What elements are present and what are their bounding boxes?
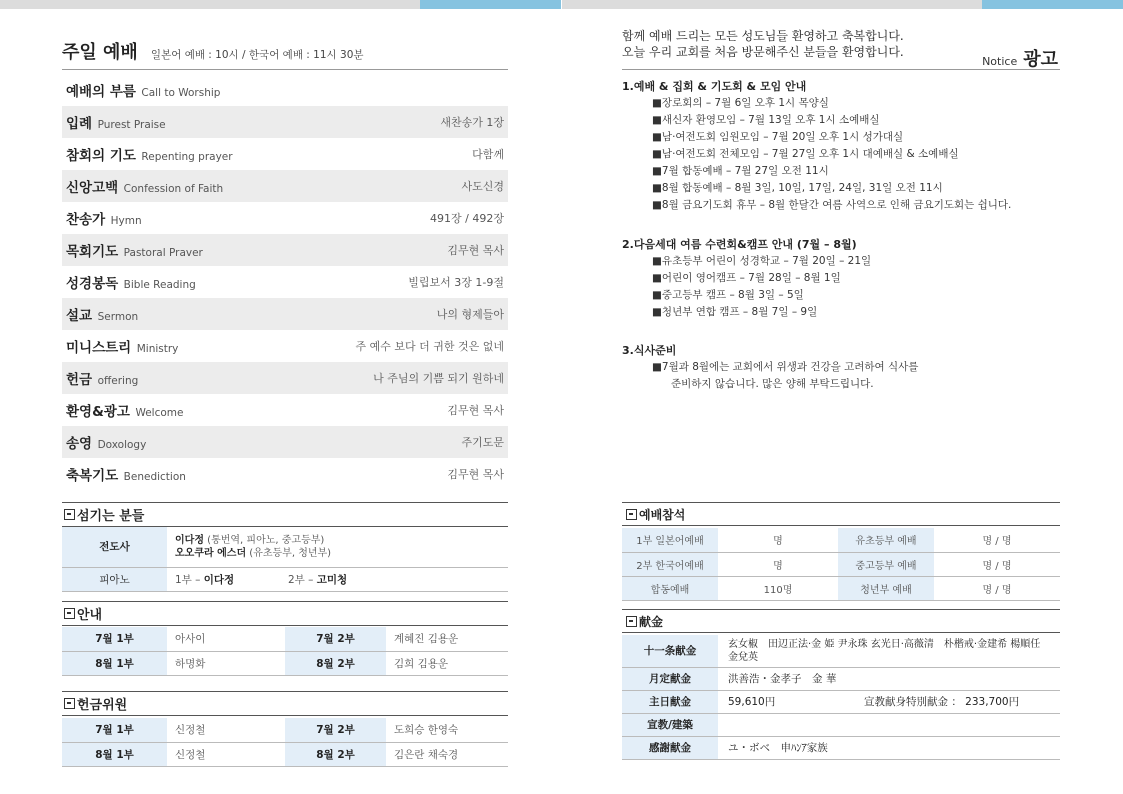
order-item-ko: 환영&광고 bbox=[66, 404, 130, 420]
committee-cell: 8월 2부 bbox=[285, 742, 386, 766]
attendance-cell: 명 / 명 bbox=[934, 552, 1060, 576]
offering-value: ユ・ボベ 申ﾊﾝｱ家族 bbox=[718, 736, 1060, 759]
order-item-en: Confession of Faith bbox=[123, 183, 224, 195]
table-row bbox=[622, 713, 1060, 736]
order-row bbox=[62, 170, 508, 202]
committee-cell: 신정철 bbox=[167, 742, 285, 766]
order-row bbox=[62, 426, 508, 458]
piano-2-prefix: 2부 – bbox=[288, 573, 317, 586]
top-bar-right bbox=[562, 0, 982, 9]
table-row bbox=[622, 635, 1060, 667]
attendance-table bbox=[622, 528, 1060, 601]
order-item-en: Purest Praise bbox=[97, 119, 166, 131]
offering-committee-title bbox=[62, 691, 508, 716]
order-item-value: 491장 / 492장 bbox=[430, 212, 504, 225]
section-square-icon bbox=[64, 509, 75, 520]
piano-2-name: 고미청 bbox=[316, 573, 348, 586]
order-row bbox=[62, 74, 508, 106]
offering-label: 感謝献金 bbox=[622, 736, 718, 759]
order-item-value: 빌립보서 3장 1-9절 bbox=[408, 276, 504, 289]
top-bar-left bbox=[0, 0, 420, 9]
announcement-item: ■ 유초등부 어린이 성경학교 – 7월 20일 – 21일 bbox=[622, 253, 1062, 270]
attendance-cell: 110명 bbox=[718, 576, 838, 600]
announcement-item: ■ 청년부 연합 캠프 – 8월 7일 – 9일 bbox=[622, 304, 1062, 321]
preacher-note: (통번역, 피아노, 중고등부) bbox=[207, 534, 325, 546]
order-row bbox=[62, 106, 508, 138]
table-row bbox=[622, 552, 1060, 576]
order-item-en: offering bbox=[97, 375, 139, 387]
table-row bbox=[622, 736, 1060, 759]
attendance-cell: 합동예배 bbox=[622, 576, 718, 600]
order-item-ko: 예배의 부름 bbox=[66, 84, 136, 100]
order-item-ko: 송영 bbox=[66, 436, 93, 452]
preacher-name: 이다정 bbox=[175, 534, 204, 546]
order-item-value: 나의 형제들아 bbox=[436, 308, 504, 321]
offering-value bbox=[718, 713, 1060, 736]
attendance-cell: 명 / 명 bbox=[934, 576, 1060, 600]
order-item-ko: 신앙고백 bbox=[66, 180, 119, 196]
notice-en: Notice bbox=[982, 55, 1018, 68]
table-row bbox=[62, 651, 508, 675]
committee-cell: 8월 1부 bbox=[62, 742, 167, 766]
offering-committee-table bbox=[62, 718, 508, 767]
welcome-line: 오늘 우리 교회를 처음 방문해주신 분들을 환영합니다. bbox=[622, 45, 904, 59]
announcement-section bbox=[622, 236, 1062, 321]
notice-header bbox=[622, 28, 1060, 70]
attendance-cell: 유초등부 예배 bbox=[838, 528, 934, 552]
committee-cell: 7월 2부 bbox=[285, 718, 386, 742]
committee-cell: 도희승 한영숙 bbox=[386, 718, 508, 742]
order-item-en: Ministry bbox=[136, 343, 179, 355]
order-item-value: 새찬송가 1장 bbox=[440, 116, 504, 129]
announcement-item: ■ 중고등부 캠프 – 8월 3일 – 5일 bbox=[622, 287, 1062, 304]
order-row bbox=[62, 234, 508, 266]
guide-cell: 하명화 bbox=[167, 651, 285, 675]
order-item-value: 주 예수 보다 더 귀한 것은 없네 bbox=[355, 340, 504, 353]
guide-table bbox=[62, 627, 508, 676]
table-row bbox=[62, 718, 508, 742]
order-row bbox=[62, 362, 508, 394]
offering-value-special: 宣教献身特別献金 ： 233,700円 bbox=[864, 696, 1020, 708]
announcement-item: ■ 어린이 영어캠프 – 7월 28일 – 8월 1일 bbox=[622, 270, 1062, 287]
welcome-line: 함께 예배 드리는 모든 성도님들 환영하고 축복합니다. bbox=[622, 29, 904, 43]
guide-cell: 계혜진 김용운 bbox=[386, 627, 508, 651]
order-row bbox=[62, 458, 508, 490]
order-item-value: 주기도문 bbox=[461, 436, 504, 449]
offerings-table bbox=[622, 635, 1060, 760]
order-item-en: Repenting prayer bbox=[141, 151, 233, 163]
order-row bbox=[62, 138, 508, 170]
attendance-title bbox=[622, 502, 1060, 526]
order-item-en: Welcome bbox=[135, 407, 184, 419]
announcement-item: ■ 새신자 환영모임 – 7월 13일 오후 1시 소예배실 bbox=[622, 112, 1062, 129]
guide-cell: 7월 1부 bbox=[62, 627, 167, 651]
attendance-cell: 청년부 예배 bbox=[838, 576, 934, 600]
servers-table bbox=[62, 527, 508, 592]
worship-order bbox=[62, 74, 508, 490]
preacher-label: 전도사 bbox=[62, 527, 167, 567]
guide-cell: 8월 1부 bbox=[62, 651, 167, 675]
order-item-ko: 축복기도 bbox=[66, 468, 119, 484]
order-item-en: Hymn bbox=[110, 215, 142, 227]
preacher-name: 오오쿠라 에스더 bbox=[175, 547, 247, 559]
guide-title-text: 안내 bbox=[77, 608, 103, 623]
order-item-ko: 미니스트리 bbox=[66, 340, 132, 356]
order-row bbox=[62, 202, 508, 234]
attendance-cell: 명 bbox=[718, 528, 838, 552]
order-item-en: Sermon bbox=[97, 311, 139, 323]
offering-label: 主日献金 bbox=[622, 690, 718, 713]
table-row bbox=[622, 667, 1060, 690]
announcement-item: ■ 7월 합동예배 – 7월 27일 오전 11시 bbox=[622, 163, 1062, 180]
committee-cell: 김은란 채숙경 bbox=[386, 742, 508, 766]
order-row bbox=[62, 394, 508, 426]
announcement-item: ■ 장로회의 – 7월 6일 오후 1시 목양실 bbox=[622, 95, 1062, 112]
order-item-value: 김무현 목사 bbox=[447, 404, 504, 417]
piano-label: 피아노 bbox=[62, 567, 167, 591]
order-item-en: Pastoral Praver bbox=[123, 247, 203, 259]
notice-label bbox=[982, 45, 1058, 71]
attendance-cell: 명 / 명 bbox=[934, 528, 1060, 552]
attendance-title-text: 예배참석 bbox=[639, 507, 686, 522]
offerings-title-text: 献金 bbox=[639, 614, 664, 629]
guide-cell: 7월 2부 bbox=[285, 627, 386, 651]
top-bar-right-accent bbox=[982, 0, 1123, 9]
preacher-cell bbox=[167, 527, 508, 567]
offering-value: 洪善浩・金孝子 金 華 bbox=[718, 667, 1060, 690]
section-square-icon bbox=[64, 698, 75, 709]
order-item-value: 다함께 bbox=[472, 148, 504, 161]
section-square-icon bbox=[626, 509, 637, 520]
guide-cell: 8월 2부 bbox=[285, 651, 386, 675]
preacher-note: (유초등부, 청년부) bbox=[249, 547, 332, 559]
order-row bbox=[62, 298, 508, 330]
notice-ko: 광고 bbox=[1023, 49, 1058, 70]
attendance-cell: 중고등부 예배 bbox=[838, 552, 934, 576]
order-item-ko: 입례 bbox=[66, 116, 93, 132]
service-header bbox=[62, 38, 508, 70]
offering-value-cell bbox=[718, 690, 1060, 713]
offering-value: 59,610円 bbox=[728, 696, 776, 708]
order-item-ko: 목회기도 bbox=[66, 244, 119, 260]
table-row bbox=[622, 528, 1060, 552]
table-row bbox=[62, 527, 508, 567]
offering-label: 月定献金 bbox=[622, 667, 718, 690]
announcement-section bbox=[622, 342, 1062, 393]
committee-cell: 7월 1부 bbox=[62, 718, 167, 742]
order-item-ko: 설교 bbox=[66, 308, 93, 324]
table-row bbox=[62, 742, 508, 766]
table-row bbox=[62, 567, 508, 591]
offerings-title bbox=[622, 609, 1060, 633]
attendance-cell: 1부 일본어예배 bbox=[622, 528, 718, 552]
top-bar-left-accent bbox=[420, 0, 561, 9]
order-item-value: 김무현 목사 bbox=[447, 468, 504, 481]
announcement-heading: 2.다음세대 여름 수련회&캠프 안내 (7월 – 8월) bbox=[622, 238, 857, 251]
service-title: 주일 예배 bbox=[62, 42, 138, 63]
piano-1-prefix: 1부 – bbox=[175, 573, 204, 586]
order-item-ko: 헌금 bbox=[66, 372, 93, 388]
order-row bbox=[62, 330, 508, 362]
announcement-heading: 3.식사준비 bbox=[622, 344, 677, 357]
service-times: 일본어 예배 : 10시 / 한국어 예배 : 11시 30분 bbox=[150, 49, 364, 61]
order-item-en: Call to Worship bbox=[141, 87, 221, 99]
order-item-en: Benediction bbox=[123, 471, 186, 483]
offering-value: 玄女椒 田辺正法·金 姫 尹永珠 玄光日·高薇清 朴楷戒·金建希 楊順任 金兌英 bbox=[718, 635, 1060, 667]
announcement-item: ■ 8월 합동예배 – 8월 3일, 10일, 17일, 24일, 31일 오전 11시 bbox=[622, 180, 1062, 197]
piano-1-name: 이다정 bbox=[203, 573, 235, 586]
guide-title bbox=[62, 601, 508, 626]
order-item-ko: 찬송가 bbox=[66, 212, 106, 228]
order-item-value: 김무현 목사 bbox=[447, 244, 504, 257]
order-item-ko: 성경봉독 bbox=[66, 276, 119, 292]
order-item-ko: 참회의 기도 bbox=[66, 148, 136, 164]
announcement-item-continuation: 준비하지 않습니다. 많은 양해 부탁드립니다. bbox=[671, 378, 874, 390]
servers-title bbox=[62, 502, 508, 527]
servers-title-text: 섬기는 분들 bbox=[77, 509, 145, 524]
announcement-section bbox=[622, 78, 1062, 214]
announcement-item: ■ 8월 금요기도회 휴무 – 8월 한달간 여름 사역으로 인해 금요기도회는 쉽니다. bbox=[622, 197, 1062, 214]
announcement-item: ■ 7월과 8월에는 교회에서 위생과 건강을 고려하여 식사를 bbox=[622, 359, 1062, 376]
offering-label: 宣教/建築 bbox=[622, 713, 718, 736]
order-item-value: 사도신경 bbox=[461, 180, 504, 193]
announcement-item: ■ 남·여전도회 임원모임 – 7월 20일 오후 1시 성가대실 bbox=[622, 129, 1062, 146]
committee-cell: 신정철 bbox=[167, 718, 285, 742]
table-row bbox=[62, 627, 508, 651]
announcement-item: ■ 남·여전도회 전체모임 – 7월 27일 오후 1시 대예배실 & 소예배실 bbox=[622, 146, 1062, 163]
order-item-en: Doxology bbox=[97, 439, 147, 451]
guide-cell: 김희 김용운 bbox=[386, 651, 508, 675]
attendance-cell: 명 bbox=[718, 552, 838, 576]
announcement-heading: 1.예배 & 집회 & 기도회 & 모임 안내 bbox=[622, 80, 807, 93]
section-square-icon bbox=[64, 608, 75, 619]
attendance-cell: 2부 한국어예배 bbox=[622, 552, 718, 576]
order-item-value: 나 주님의 기쁨 되기 원하네 bbox=[373, 372, 504, 385]
guide-cell: 아사이 bbox=[167, 627, 285, 651]
table-row bbox=[622, 576, 1060, 600]
order-item-en: Bible Reading bbox=[123, 279, 196, 291]
order-row bbox=[62, 266, 508, 298]
table-row bbox=[622, 690, 1060, 713]
offering-committee-title-text: 헌금위원 bbox=[77, 698, 128, 713]
offering-label: 十一条献金 bbox=[622, 635, 718, 667]
piano-cell bbox=[167, 567, 508, 591]
section-square-icon bbox=[626, 616, 637, 627]
